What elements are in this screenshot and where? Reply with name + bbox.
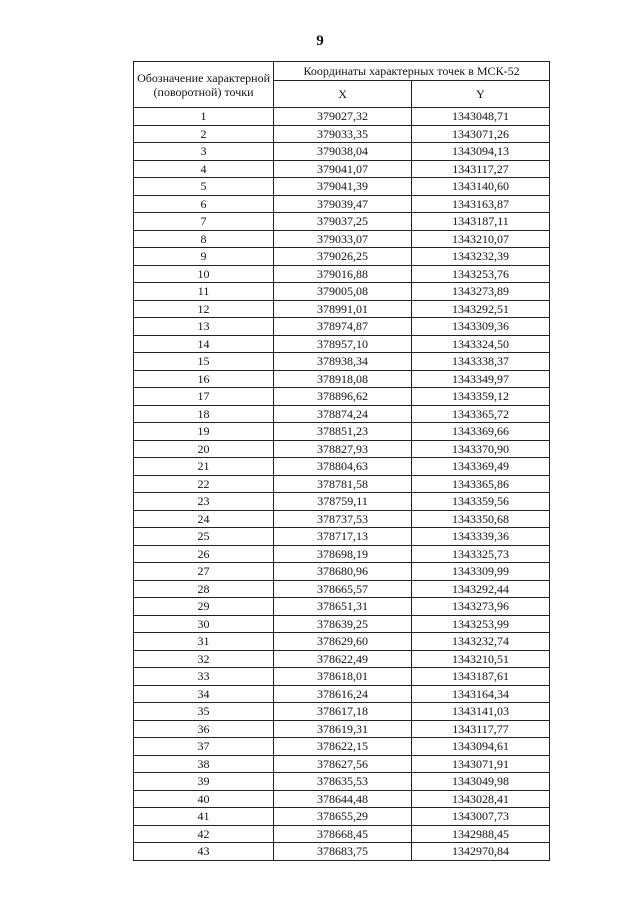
table-row: [134, 545, 550, 563]
point-number-cell: 17: [134, 388, 274, 406]
x-coordinate-cell: 378651,31: [274, 598, 412, 616]
x-coordinate-cell: 378655,29: [274, 808, 412, 826]
point-number-cell: 2: [134, 125, 274, 143]
y-coordinate-cell: 1343369,49: [412, 458, 550, 476]
table-row: [134, 685, 550, 703]
table-row: [134, 143, 550, 161]
x-coordinate-cell: 378619,31: [274, 720, 412, 738]
point-number-cell: 39: [134, 773, 274, 791]
table-row: [134, 440, 550, 458]
table-row: [134, 773, 550, 791]
y-coordinate-cell: 1343349,97: [412, 370, 550, 388]
y-coordinate-cell: 1343292,44: [412, 580, 550, 598]
y-coordinate-cell: 1343292,51: [412, 300, 550, 318]
point-number-cell: 8: [134, 230, 274, 248]
point-number-cell: 19: [134, 423, 274, 441]
x-coordinate-cell: 378938,34: [274, 353, 412, 371]
header-y: Y: [412, 81, 550, 108]
table-row: [134, 668, 550, 686]
y-coordinate-cell: 1343338,37: [412, 353, 550, 371]
y-coordinate-cell: 1343049,98: [412, 773, 550, 791]
x-coordinate-cell: 378668,45: [274, 825, 412, 843]
header-point-designation: Обозначение характерной (поворотной) точки: [134, 62, 274, 108]
table-body: [134, 108, 550, 861]
table-row: [134, 808, 550, 826]
table-row: [134, 755, 550, 773]
x-coordinate-cell: 378627,56: [274, 755, 412, 773]
x-coordinate-cell: 378804,63: [274, 458, 412, 476]
x-coordinate-cell: 378896,62: [274, 388, 412, 406]
point-number-cell: 14: [134, 335, 274, 353]
y-coordinate-cell: 1343210,51: [412, 650, 550, 668]
y-coordinate-cell: 1343339,36: [412, 528, 550, 546]
table-row: [134, 370, 550, 388]
y-coordinate-cell: 1343365,86: [412, 475, 550, 493]
y-coordinate-cell: 1343309,36: [412, 318, 550, 336]
y-coordinate-cell: 1343210,07: [412, 230, 550, 248]
y-coordinate-cell: 1343325,73: [412, 545, 550, 563]
y-coordinate-cell: 1343365,72: [412, 405, 550, 423]
y-coordinate-cell: 1343273,96: [412, 598, 550, 616]
point-number-cell: 15: [134, 353, 274, 371]
table-row: [134, 563, 550, 581]
y-coordinate-cell: 1343187,61: [412, 668, 550, 686]
table-row: [134, 843, 550, 861]
point-number-cell: 13: [134, 318, 274, 336]
y-coordinate-cell: 1343164,34: [412, 685, 550, 703]
y-coordinate-cell: 1343232,39: [412, 248, 550, 266]
x-coordinate-cell: 378851,23: [274, 423, 412, 441]
x-coordinate-cell: 378874,24: [274, 405, 412, 423]
x-coordinate-cell: 378635,53: [274, 773, 412, 791]
point-number-cell: 21: [134, 458, 274, 476]
y-coordinate-cell: 1343324,50: [412, 335, 550, 353]
x-coordinate-cell: 378737,53: [274, 510, 412, 528]
table-row: [134, 335, 550, 353]
table-row: [134, 580, 550, 598]
table-row: [134, 300, 550, 318]
table-row: [134, 213, 550, 231]
y-coordinate-cell: 1343094,61: [412, 738, 550, 756]
coordinates-table: [133, 61, 550, 861]
table-row: [134, 493, 550, 511]
y-coordinate-cell: 1343048,71: [412, 108, 550, 126]
y-coordinate-cell: 1343007,73: [412, 808, 550, 826]
point-number-cell: 18: [134, 405, 274, 423]
y-coordinate-cell: 1343028,41: [412, 790, 550, 808]
point-number-cell: 40: [134, 790, 274, 808]
table-row: [134, 423, 550, 441]
table-row: [134, 265, 550, 283]
point-number-cell: 29: [134, 598, 274, 616]
y-coordinate-cell: 1343359,56: [412, 493, 550, 511]
y-coordinate-cell: 1343163,87: [412, 195, 550, 213]
x-coordinate-cell: 379041,07: [274, 160, 412, 178]
header-x: X: [274, 81, 412, 108]
x-coordinate-cell: 379037,25: [274, 213, 412, 231]
x-coordinate-cell: 379005,08: [274, 283, 412, 301]
point-number-cell: 42: [134, 825, 274, 843]
table-row: [134, 248, 550, 266]
point-number-cell: 30: [134, 615, 274, 633]
point-number-cell: 37: [134, 738, 274, 756]
x-coordinate-cell: 378629,60: [274, 633, 412, 651]
table-row: [134, 283, 550, 301]
y-coordinate-cell: 1343253,76: [412, 265, 550, 283]
y-coordinate-cell: 1342988,45: [412, 825, 550, 843]
point-number-cell: 32: [134, 650, 274, 668]
y-coordinate-cell: 1343117,77: [412, 720, 550, 738]
y-coordinate-cell: 1342970,84: [412, 843, 550, 861]
table-row: [134, 195, 550, 213]
page-number: 9: [316, 33, 324, 49]
y-coordinate-cell: 1343273,89: [412, 283, 550, 301]
x-coordinate-cell: 378918,08: [274, 370, 412, 388]
point-number-cell: 7: [134, 213, 274, 231]
point-number-cell: 3: [134, 143, 274, 161]
table-row: [134, 405, 550, 423]
point-number-cell: 35: [134, 703, 274, 721]
table-row: [134, 720, 550, 738]
x-coordinate-cell: 378680,96: [274, 563, 412, 581]
point-number-cell: 27: [134, 563, 274, 581]
x-coordinate-cell: 378665,57: [274, 580, 412, 598]
y-coordinate-cell: 1343232,74: [412, 633, 550, 651]
x-coordinate-cell: 378974,87: [274, 318, 412, 336]
point-number-cell: 23: [134, 493, 274, 511]
point-number-cell: 9: [134, 248, 274, 266]
point-number-cell: 20: [134, 440, 274, 458]
table-row: [134, 738, 550, 756]
table-row: [134, 510, 550, 528]
table-row: [134, 125, 550, 143]
point-number-cell: 6: [134, 195, 274, 213]
x-coordinate-cell: 379039,47: [274, 195, 412, 213]
x-coordinate-cell: 379026,25: [274, 248, 412, 266]
x-coordinate-cell: 379041,39: [274, 178, 412, 196]
x-coordinate-cell: 378617,18: [274, 703, 412, 721]
y-coordinate-cell: 1343309,99: [412, 563, 550, 581]
table-row: [134, 633, 550, 651]
point-number-cell: 34: [134, 685, 274, 703]
point-number-cell: 36: [134, 720, 274, 738]
table-row: [134, 388, 550, 406]
table-row: [134, 178, 550, 196]
table-row: [134, 160, 550, 178]
point-number-cell: 41: [134, 808, 274, 826]
x-coordinate-cell: 378827,93: [274, 440, 412, 458]
point-number-cell: 1: [134, 108, 274, 126]
y-coordinate-cell: 1343350,68: [412, 510, 550, 528]
x-coordinate-cell: 378781,58: [274, 475, 412, 493]
point-number-cell: 10: [134, 265, 274, 283]
point-number-cell: 25: [134, 528, 274, 546]
y-coordinate-cell: 1343071,91: [412, 755, 550, 773]
x-coordinate-cell: 378618,01: [274, 668, 412, 686]
x-coordinate-cell: 379038,04: [274, 143, 412, 161]
table-row: [134, 528, 550, 546]
y-coordinate-cell: 1343187,11: [412, 213, 550, 231]
point-number-cell: 33: [134, 668, 274, 686]
x-coordinate-cell: 379033,35: [274, 125, 412, 143]
header-coordinates-group: Координаты характерных точек в МСК-52: [274, 62, 550, 81]
y-coordinate-cell: 1343117,27: [412, 160, 550, 178]
table-row: [134, 458, 550, 476]
table-row: [134, 598, 550, 616]
table-row: [134, 230, 550, 248]
table-row: [134, 615, 550, 633]
point-number-cell: 22: [134, 475, 274, 493]
point-number-cell: 11: [134, 283, 274, 301]
table-row: [134, 703, 550, 721]
x-coordinate-cell: 378622,15: [274, 738, 412, 756]
point-number-cell: 26: [134, 545, 274, 563]
x-coordinate-cell: 378644,48: [274, 790, 412, 808]
y-coordinate-cell: 1343071,26: [412, 125, 550, 143]
point-number-cell: 24: [134, 510, 274, 528]
x-coordinate-cell: 378759,11: [274, 493, 412, 511]
x-coordinate-cell: 378698,19: [274, 545, 412, 563]
point-number-cell: 12: [134, 300, 274, 318]
y-coordinate-cell: 1343359,12: [412, 388, 550, 406]
x-coordinate-cell: 379033,07: [274, 230, 412, 248]
x-coordinate-cell: 378639,25: [274, 615, 412, 633]
table-row: [134, 353, 550, 371]
point-number-cell: 5: [134, 178, 274, 196]
x-coordinate-cell: 378622,49: [274, 650, 412, 668]
x-coordinate-cell: 378616,24: [274, 685, 412, 703]
table-row: [134, 108, 550, 126]
y-coordinate-cell: 1343094,13: [412, 143, 550, 161]
table-row: [134, 475, 550, 493]
y-coordinate-cell: 1343141,03: [412, 703, 550, 721]
table-row: [134, 318, 550, 336]
x-coordinate-cell: 379027,32: [274, 108, 412, 126]
table-row: [134, 825, 550, 843]
x-coordinate-cell: 378717,13: [274, 528, 412, 546]
point-number-cell: 31: [134, 633, 274, 651]
x-coordinate-cell: 378957,10: [274, 335, 412, 353]
point-number-cell: 28: [134, 580, 274, 598]
table-row: [134, 650, 550, 668]
point-number-cell: 16: [134, 370, 274, 388]
y-coordinate-cell: 1343253,99: [412, 615, 550, 633]
point-number-cell: 38: [134, 755, 274, 773]
point-number-cell: 43: [134, 843, 274, 861]
y-coordinate-cell: 1343370,90: [412, 440, 550, 458]
x-coordinate-cell: 378991,01: [274, 300, 412, 318]
table-row: [134, 790, 550, 808]
x-coordinate-cell: 378683,75: [274, 843, 412, 861]
y-coordinate-cell: 1343140,60: [412, 178, 550, 196]
y-coordinate-cell: 1343369,66: [412, 423, 550, 441]
x-coordinate-cell: 379016,88: [274, 265, 412, 283]
point-number-cell: 4: [134, 160, 274, 178]
